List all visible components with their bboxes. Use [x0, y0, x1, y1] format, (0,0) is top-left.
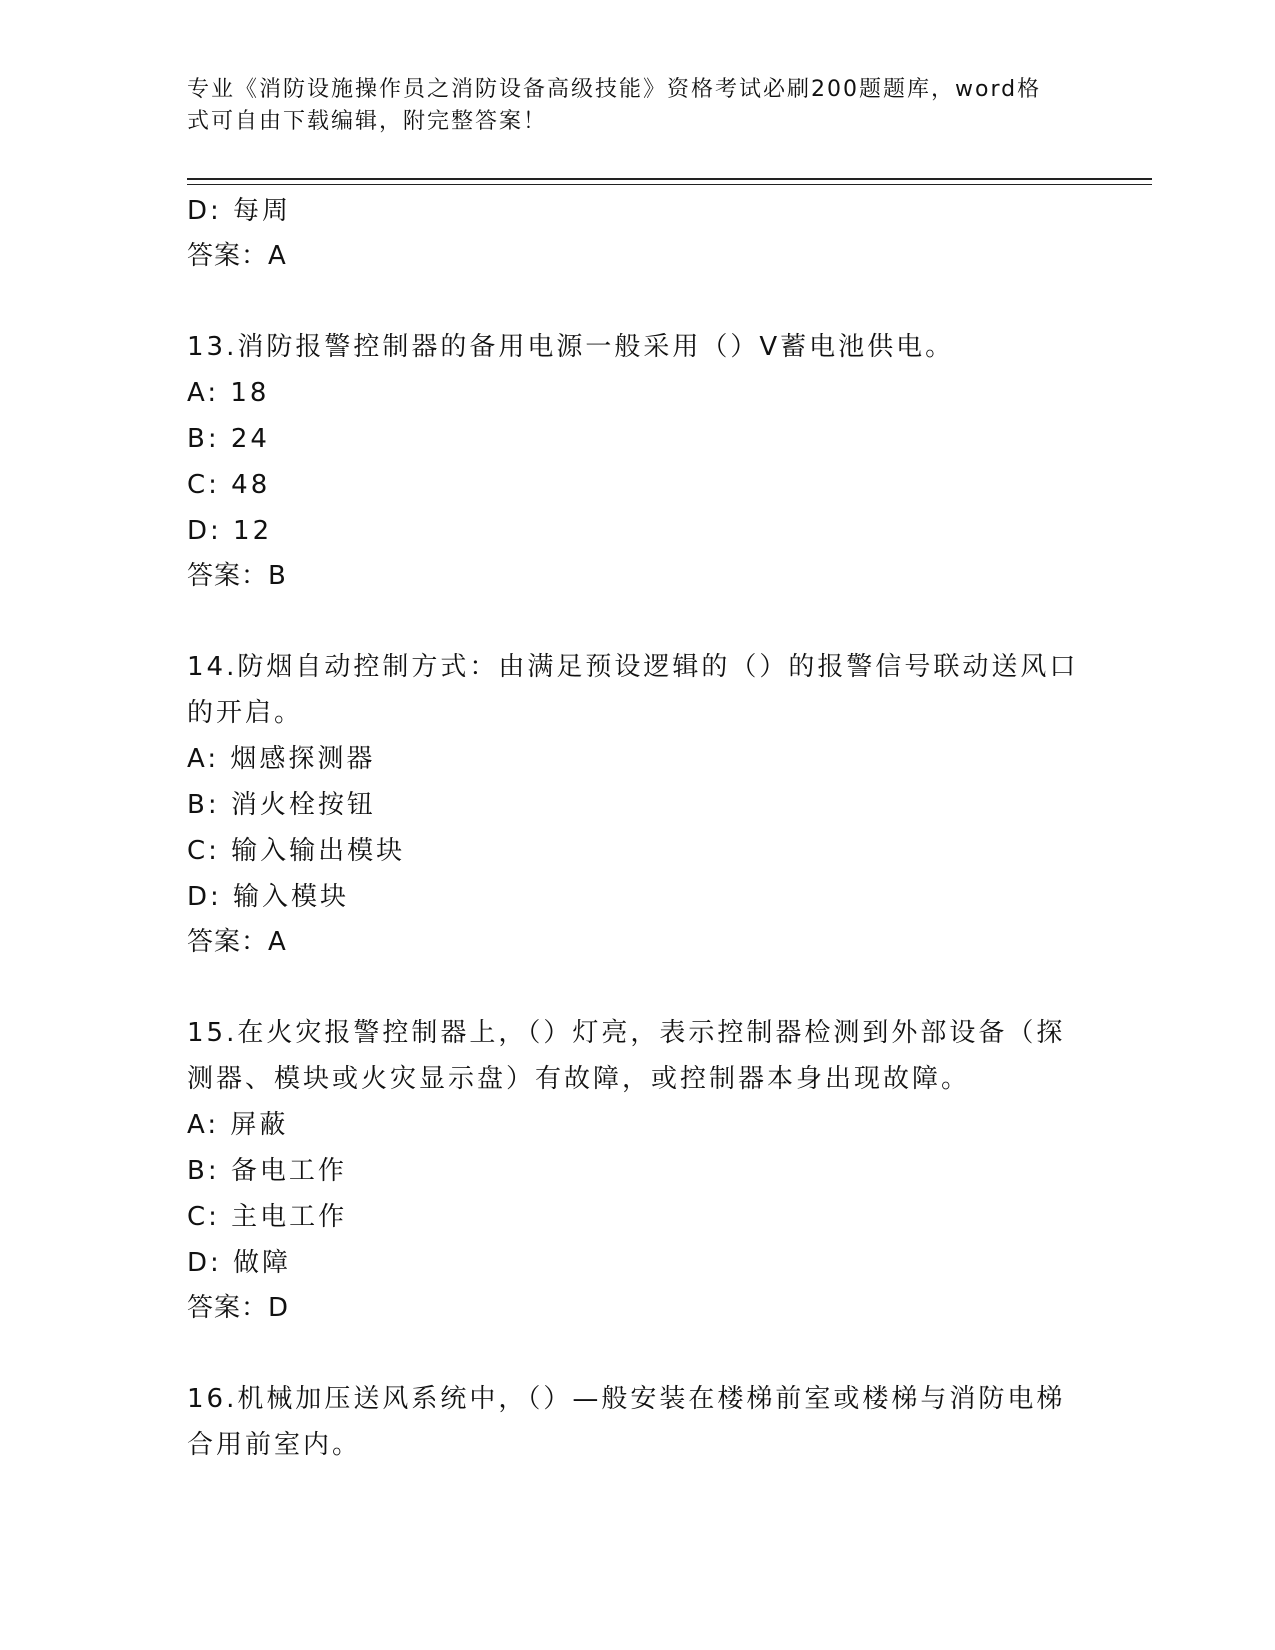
prev-answer: 答案：A	[187, 241, 287, 271]
option-c: C: 输入输出模块	[187, 836, 406, 866]
option-a: A: 18	[187, 378, 270, 408]
option-d: D: 做障	[187, 1248, 292, 1278]
document-header	[187, 74, 1067, 138]
question-text: 15.在火灾报警控制器上，（）灯亮，表示控制器检测到外部设备（探	[187, 1018, 1066, 1048]
question-15	[187, 1010, 1087, 1330]
question-14	[187, 644, 1087, 964]
spacer	[187, 1330, 1087, 1376]
question-text: 13.消防报警控制器的备用电源一般采用（）V蓄电池供电。	[187, 332, 955, 362]
spacer	[187, 598, 1087, 644]
question-16	[187, 1376, 1087, 1468]
question-text: 14.防烟自动控制方式：由满足预设逻辑的（）的报警信号联动送风口	[187, 652, 1079, 682]
question-text-cont: 测器、模块或火灾显示盘）有故障，或控制器本身出现故障。	[187, 1064, 971, 1094]
spacer	[187, 964, 1087, 1010]
option-d: D: 12	[187, 516, 273, 546]
option-d: D: 输入模块	[187, 882, 350, 912]
option-b: B: 24	[187, 424, 270, 454]
question-text: 16.机械加压送风系统中，（）—般安装在楼梯前室或楼梯与消防电梯	[187, 1384, 1066, 1414]
option-b: B: 消火栓按钮	[187, 790, 376, 820]
option-a: A: 屏蔽	[187, 1110, 289, 1140]
header-divider-thick	[187, 178, 1152, 180]
question-13	[187, 324, 1087, 598]
option-b: B: 备电工作	[187, 1156, 347, 1186]
header-divider-thin	[187, 184, 1152, 185]
spacer	[187, 278, 1087, 324]
answer: 答案：B	[187, 561, 287, 591]
option-a: A: 烟感探测器	[187, 744, 376, 774]
option-c: C: 主电工作	[187, 1202, 348, 1232]
question-text-cont: 的开启。	[187, 698, 304, 728]
question-list	[187, 188, 1087, 1468]
option-c: C: 48	[187, 470, 271, 500]
header-line-2: 式可自由下载编辑，附完整答案！	[187, 109, 548, 134]
header-line-1: 专业《消防设施操作员之消防设备高级技能》资格考试必刷200题题库，word格	[187, 77, 1042, 102]
question-text-cont: 合用前室内。	[187, 1430, 362, 1460]
answer: 答案：A	[187, 927, 287, 957]
answer: 答案：D	[187, 1293, 290, 1323]
prev-option-d: D: 每周	[187, 196, 292, 226]
